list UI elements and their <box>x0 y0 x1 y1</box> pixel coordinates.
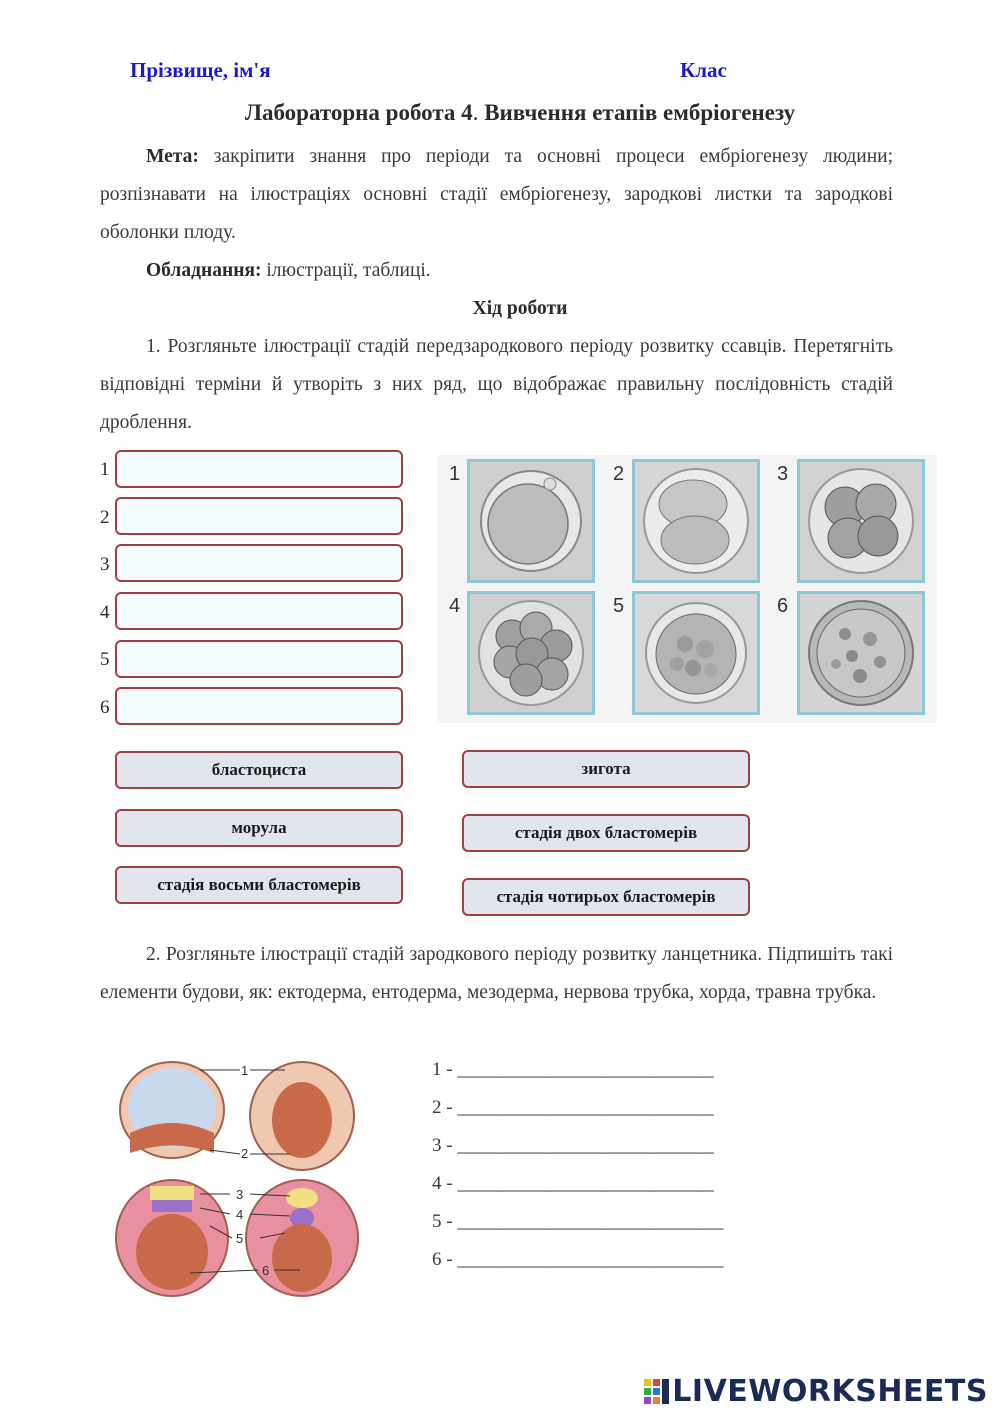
drop-number-1: 1 <box>100 459 110 480</box>
morula-image <box>635 594 757 712</box>
diagram-label-3: 3 <box>236 1187 244 1202</box>
stage-image-6 <box>797 591 925 715</box>
diagram-label-1: 1 <box>241 1063 249 1078</box>
task2-text: 2. Розгляньте ілюстрації стадій зародкового періоду розвитку ланцетника. Підпишіть такі елементи будови, як: ектодерма, ентодерма, мезодерма, нервова трубка, хорда, травна трубка. <box>100 944 893 1003</box>
image-number-6: 6 <box>777 595 789 617</box>
diagram-label-5: 5 <box>236 1231 244 1246</box>
name-label: Прізвище, ім'я <box>130 58 271 82</box>
drop-box-5[interactable] <box>115 640 403 678</box>
goal-text: закріпити знання про періоди та основні процеси ембріогенезу людини; розпізнавати на ілюстраціях основні стадії ембріогенезу, зародкові листки та зародкові оболонки плоду. <box>100 146 893 243</box>
answer-line-6: 6 - ____________________________ <box>432 1249 724 1270</box>
answer-line-4: 4 - ___________________________ <box>432 1173 714 1194</box>
stage-image-3 <box>797 459 925 583</box>
procedure-heading: Хід роботи <box>472 298 568 319</box>
blastocyst-image <box>800 594 922 712</box>
diagram-label-4: 4 <box>236 1207 244 1222</box>
image-number-4: 4 <box>449 595 461 617</box>
drop-number-2: 2 <box>100 507 110 528</box>
drop-number-6: 6 <box>100 697 110 718</box>
answer-line-2: 2 - ___________________________ <box>432 1097 714 1118</box>
logo-text: LIVEWORKSHEETS <box>672 1374 988 1409</box>
logo-grid-icon <box>644 1379 670 1405</box>
chip-two-blastomeres[interactable]: стадія двох бластомерів <box>462 814 750 852</box>
chip-four-blastomeres[interactable]: стадія чотирьох бластомерів <box>462 878 750 916</box>
answer-line-1: 1 - ___________________________ <box>432 1059 714 1080</box>
drop-box-1[interactable] <box>115 450 403 488</box>
chip-eight-blastomeres[interactable]: стадія восьми бластомерів <box>115 866 403 904</box>
stage-image-2 <box>632 459 760 583</box>
answer-line-5: 5 - ____________________________ <box>432 1211 724 1232</box>
drop-number-3: 3 <box>100 554 110 575</box>
title-part1: Лабораторна робота 4 <box>244 100 473 125</box>
cleavage-stages-figure <box>437 455 937 723</box>
liveworksheets-logo <box>644 1374 988 1409</box>
drop-box-4[interactable] <box>115 592 403 630</box>
goal-label: Мета: <box>146 146 199 167</box>
zygote-image <box>470 462 592 580</box>
chip-zygote[interactable]: зигота <box>462 750 750 788</box>
two-blastomeres-image <box>635 462 757 580</box>
chip-morula[interactable]: морула <box>115 809 403 847</box>
diagram-label-6: 6 <box>262 1263 270 1278</box>
task1-text: 1. Розгляньте ілюстрації стадій передзародкового періоду розвитку ссавців. Перетягніть відповідні терміни й утворіть з них ряд, що відображає правильну послідовність стадій дроблення. <box>100 336 893 433</box>
drop-number-4: 4 <box>100 602 110 623</box>
drop-box-3[interactable] <box>115 544 403 582</box>
drop-number-5: 5 <box>100 649 110 670</box>
chip-blastocyst[interactable]: бластоциста <box>115 751 403 789</box>
four-blastomeres-image <box>800 462 922 580</box>
image-number-1: 1 <box>449 463 461 485</box>
drop-box-2[interactable] <box>115 497 403 535</box>
title-part2: Вивчення етапів ембріогенезу <box>484 100 796 125</box>
equipment-paragraph <box>146 252 431 290</box>
image-number-5: 5 <box>613 595 625 617</box>
diagram-label-2: 2 <box>241 1146 249 1161</box>
eight-blastomeres-image <box>470 594 592 712</box>
answer-line-3: 3 - ___________________________ <box>432 1135 714 1156</box>
goal-paragraph <box>100 138 893 252</box>
image-number-2: 2 <box>613 463 625 485</box>
class-label: Клас <box>680 58 727 82</box>
stage-image-5 <box>632 591 760 715</box>
title-sep: . <box>472 100 485 125</box>
page-title <box>0 100 1000 126</box>
image-number-3: 3 <box>777 463 789 485</box>
lancelet-embryo-diagram <box>110 1058 370 1303</box>
stage-image-1 <box>467 459 595 583</box>
drop-box-6[interactable] <box>115 687 403 725</box>
equipment-label: Обладнання: <box>146 260 262 281</box>
equipment-text: ілюстрації, таблиці. <box>261 260 431 281</box>
stage-image-4 <box>467 591 595 715</box>
